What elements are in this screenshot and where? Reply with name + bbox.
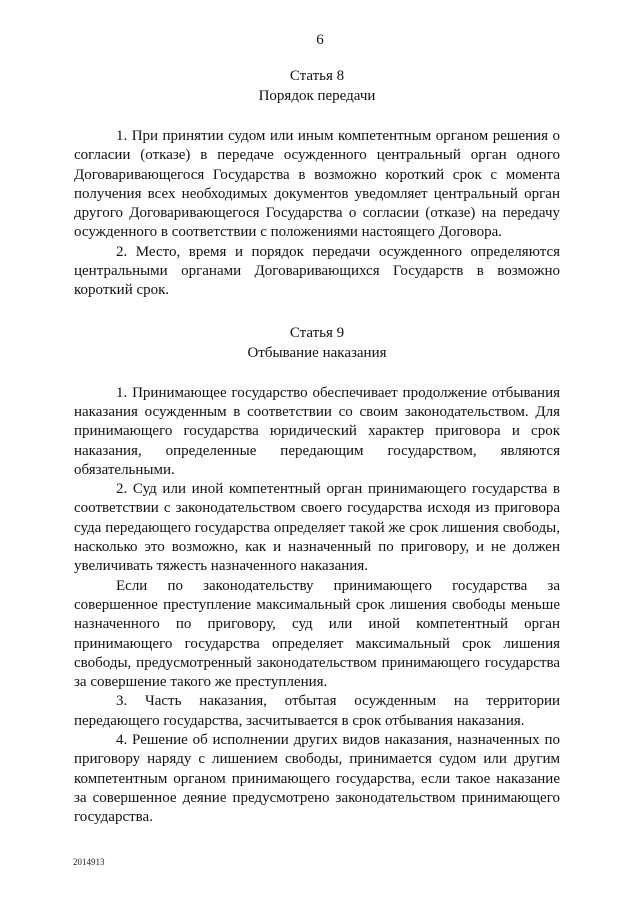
article-8-paragraph-2: 2. Место, время и порядок передачи осужденного определяются центральными органами Договаривающихся Государств в возможно короткий срок. [74,243,560,299]
article-9 [74,323,560,828]
section-gap [74,301,560,323]
article-9-paragraph-5: 4. Решение об исполнении других видов наказания, назначенных по приговору наряду с лишением свободы, принимается судом или другим компетентным органом принимающего государства, если такое наказание за совершенное деяние предусмотрено законодательством принимающего государства. [74,732,560,826]
article-9-paragraph-2: 2. Суд или иной компетентный орган принимающего государства в соответствии с законодательством своего государства исходя из приговора суда передающего государства определяет такой же срок лишения свободы, насколько это возможно, как и назначенный по приговору, и не должен увеличивать тяжесть назначенного наказания. [74,481,560,575]
article-8-subtitle: Порядок передачи [258,88,376,104]
article-8 [74,66,560,301]
article-8-paragraph-1: 1. При принятии судом или иным компетентным органом решения о согласии (отказе) в передаче осужденного центральный орган одного Договаривающегося Государства в возможно короткий срок с момента получения всех необходимых документов уведомляет центральный орган другого Договаривающегося Государства о согласии (отказе) на передачу осужденного в соответствии с положениями настоящего Договора. [74,128,560,241]
document-body [74,66,560,828]
article-9-subtitle: Отбывание наказания [247,344,387,361]
article-8-title: Статья 8 [289,68,345,84]
footer-document-code: 2014913 [73,857,105,867]
article-9-paragraph-3: Если по законодательству принимающего государства за совершенное преступление максимальный срок лишения свободы меньше назначенного по приговору, суд или иной компетентный орган принимающего государства определяет максимальный срок лишения свободы, предусмотренный законодательством принимающего государства за совершение такого же преступления. [74,577,560,691]
article-9-paragraph-1: 1. Принимающее государство обеспечивает продолжение отбывания наказания осужденным в соответствии со своим законодательством. Для принимающего государства юридический характер приговора и срок наказания, определенные передающим государством, являются обязательными. [74,384,560,478]
article-9-paragraph-4: 3. Часть наказания, отбытая осужденным на территории передающего государства, засчитывается в срок отбывания наказания. [74,693,560,729]
page-number: 6 [316,32,324,48]
article-9-title: Статья 9 [289,324,345,341]
